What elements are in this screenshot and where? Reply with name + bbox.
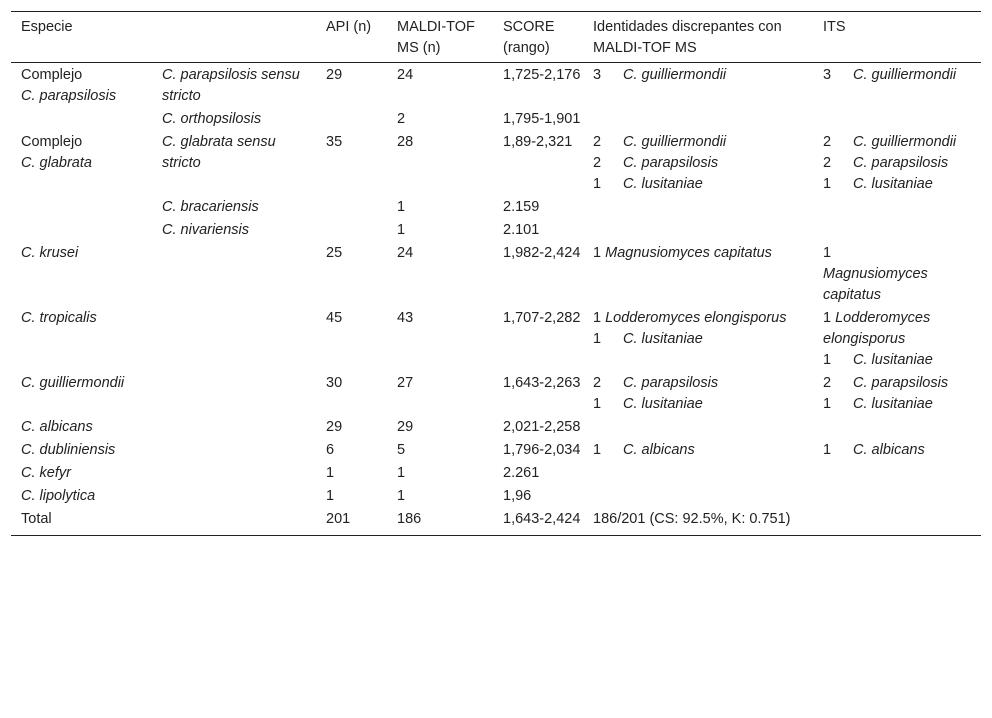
score-cell: 2.261 xyxy=(503,465,540,481)
discrepantes-cell: 2 C. guilliermondii 2 C. parapsilosis 1 C. lusitaniae xyxy=(593,134,727,192)
score-cell: 1,643-2,263 xyxy=(503,375,581,391)
subespecie-cell xyxy=(152,243,316,308)
score-cell: 2.101 xyxy=(503,222,540,238)
total-row xyxy=(11,509,981,536)
discrepantes-cell xyxy=(583,463,813,486)
maldi-cell: 5 xyxy=(397,442,406,458)
its-cell: 1 Lodderomyces elongisporus 1 C. lusitaniae xyxy=(823,310,933,368)
score-cell: 1,96 xyxy=(503,488,532,504)
table-row xyxy=(11,308,981,373)
total-score: 1,643-2,424 xyxy=(503,511,581,527)
discrepantes-cell: 1 Lodderomyces elongisporus 1 C. lusitaniae xyxy=(593,310,787,347)
its-cell xyxy=(813,463,981,486)
header-especie: Especie xyxy=(21,19,73,35)
api-cell: 30 xyxy=(326,375,343,391)
discrepantes-cell: 2 C. parapsilosis 1 C. lusitaniae xyxy=(593,375,719,412)
api-cell: 6 xyxy=(326,442,335,458)
table-row xyxy=(11,417,981,440)
api-cell: 35 xyxy=(326,134,343,150)
subespecie-cell xyxy=(152,440,316,463)
its-cell xyxy=(813,417,981,440)
total-maldi: 186 xyxy=(397,511,422,527)
score-cell: 1,707-2,282 xyxy=(503,310,581,326)
maldi-cell: 1 xyxy=(397,488,406,504)
score-cell: 1,725-2,176 xyxy=(503,67,581,83)
its-cell xyxy=(813,197,981,220)
discrepantes-cell: 1 C. albicans xyxy=(593,442,695,458)
its-cell: 2 C. guilliermondii 2 C. parapsilosis 1 C. lusitaniae xyxy=(823,134,957,192)
discrepantes-cell: 1 Magnusiomyces capitatus xyxy=(593,245,772,261)
table-row xyxy=(11,463,981,486)
table-row xyxy=(11,132,981,197)
table-row xyxy=(11,440,981,463)
especie-cell: C. guilliermondii xyxy=(21,375,125,391)
subespecie-cell: C. glabrata sensu stricto xyxy=(162,134,276,171)
especie-cell: Complejo C. glabrata xyxy=(21,134,92,171)
api-cell: 29 xyxy=(326,67,343,83)
especie-cell: Complejo C. parapsilosis xyxy=(21,67,117,104)
its-cell xyxy=(813,486,981,509)
results-table-container xyxy=(11,11,981,536)
table-row xyxy=(11,220,981,243)
maldi-cell: 24 xyxy=(397,245,414,261)
maldi-cell: 1 xyxy=(397,222,406,238)
subespecie-cell: C. bracariensis xyxy=(162,199,259,215)
header-its: ITS xyxy=(823,19,846,35)
header-score: SCORE (rango) xyxy=(503,19,555,56)
total-api: 201 xyxy=(326,511,351,527)
maldi-cell: 28 xyxy=(397,134,414,150)
especie-cell: C. kefyr xyxy=(21,465,71,481)
especie-cell: C. lipolytica xyxy=(21,488,96,504)
header-maldi: MALDI-TOF MS (n) xyxy=(397,19,475,56)
especie-cell: C. albicans xyxy=(21,419,93,435)
discrepantes-cell xyxy=(583,486,813,509)
its-cell: 3 C. guilliermondii xyxy=(823,67,957,83)
table-row xyxy=(11,109,981,132)
maldi-cell: 43 xyxy=(397,310,414,326)
especie-cell: C. dubliniensis xyxy=(21,442,116,458)
api-cell: 25 xyxy=(326,245,343,261)
subespecie-cell: C. nivariensis xyxy=(162,222,250,238)
total-sub-cell xyxy=(152,509,316,536)
discrepantes-cell: 3 C. guilliermondii xyxy=(593,67,727,83)
score-cell: 1,982-2,424 xyxy=(503,245,581,261)
subespecie-cell xyxy=(152,373,316,417)
maldi-cell: 29 xyxy=(397,419,414,435)
api-cell xyxy=(316,220,387,243)
table-row xyxy=(11,197,981,220)
its-cell xyxy=(813,220,981,243)
maldi-cell: 2 xyxy=(397,111,406,127)
maldi-cell: 27 xyxy=(397,375,414,391)
subespecie-cell xyxy=(152,417,316,440)
score-cell: 1,796-2,034 xyxy=(503,442,581,458)
especie-cell: C. krusei xyxy=(21,245,79,261)
its-cell: 1 C. albicans xyxy=(823,442,925,458)
api-cell: 1 xyxy=(326,488,335,504)
results-table xyxy=(11,11,981,536)
score-cell: 1,89-2,321 xyxy=(503,134,573,150)
table-row xyxy=(11,486,981,509)
table-header-row xyxy=(11,12,981,63)
especie-cell xyxy=(11,220,152,243)
api-cell xyxy=(316,197,387,220)
discrepantes-cell xyxy=(583,220,813,243)
score-cell: 2.159 xyxy=(503,199,540,215)
table-row xyxy=(11,63,981,110)
header-discrepantes: Identidades discrepantes con MALDI-TOF MS xyxy=(593,19,782,56)
api-cell: 29 xyxy=(326,419,343,435)
table-row xyxy=(11,243,981,308)
discrepantes-cell xyxy=(583,417,813,440)
subespecie-cell xyxy=(152,463,316,486)
subespecie-cell xyxy=(152,486,316,509)
total-concordance: 186/201 (CS: 92.5%, K: 0.751) xyxy=(593,511,791,527)
score-cell: 2,021-2,258 xyxy=(503,419,581,435)
header-subespecie xyxy=(152,12,316,63)
discrepantes-cell xyxy=(583,109,813,132)
subespecie-cell: C. parapsilosis sensu stricto xyxy=(162,67,300,104)
especie-cell xyxy=(11,197,152,220)
api-cell xyxy=(316,109,387,132)
total-label: Total xyxy=(21,511,52,527)
especie-cell: C. tropicalis xyxy=(21,310,97,326)
maldi-cell: 24 xyxy=(397,67,414,83)
total-its xyxy=(813,509,981,536)
api-cell: 1 xyxy=(326,465,335,481)
its-cell xyxy=(813,109,981,132)
subespecie-cell xyxy=(152,308,316,373)
its-cell: 1 Magnusiomyces capitatus xyxy=(823,245,928,303)
its-cell: 2 C. parapsilosis 1 C. lusitaniae xyxy=(823,375,949,412)
maldi-cell: 1 xyxy=(397,465,406,481)
api-cell: 45 xyxy=(326,310,343,326)
header-api: API (n) xyxy=(326,19,372,35)
especie-cell xyxy=(11,109,152,132)
discrepantes-cell xyxy=(583,197,813,220)
table-row xyxy=(11,373,981,417)
maldi-cell: 1 xyxy=(397,199,406,215)
subespecie-cell: C. orthopsilosis xyxy=(162,111,262,127)
score-cell: 1,795-1,901 xyxy=(503,111,581,127)
